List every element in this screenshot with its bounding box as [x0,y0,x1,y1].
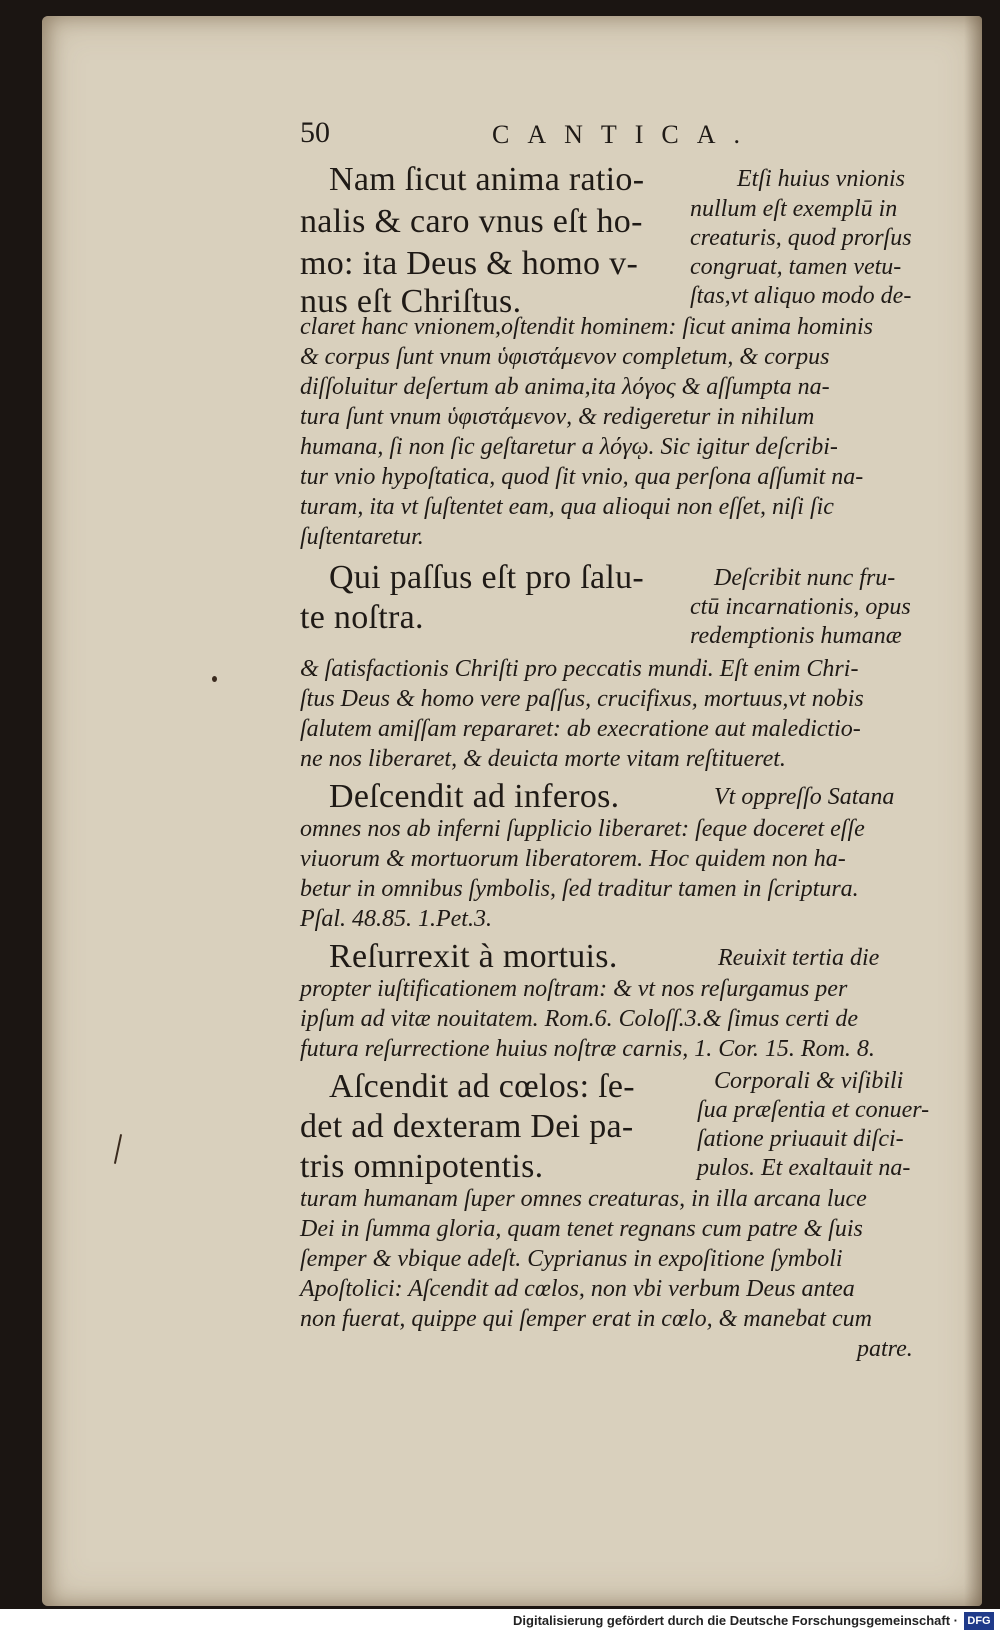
text-line: Deſcribit nunc fru- [714,565,896,591]
text-line: pulos. Et exaltauit na- [697,1155,911,1181]
text-line: mo: ita Deus & homo v- [300,245,639,282]
text-line: Dei in ſumma gloria, quam tenet regnans cum patre & ſuis [300,1216,863,1242]
text-line: Reuixit tertia die [718,945,880,971]
dfg-logo: DFG [964,1612,994,1630]
text-line: creaturis, quod prorſus [690,225,912,251]
text-line: tris omnipotentis. [300,1148,544,1185]
text-line: patre. [857,1336,913,1362]
text-line: ſuſtentaretur. [300,524,424,550]
text-line: propter iuſtificationem noſtram: & vt nos reſurgamus per [300,976,848,1002]
text-line: & ſatisfactionis Chriſti pro peccatis mundi. Eſt enim Chri- [300,656,859,682]
text-line: Pſal. 48.85. 1.Pet.3. [300,906,492,932]
text-line: Vt oppreſſo Satana [714,784,895,810]
text-line: turam, ita vt ſuſtentet eam, qua alioqui non eſſet, niſi ſic [300,494,834,520]
text-line: omnes nos ab inferni ſupplicio liberaret: ſeque doceret eſſe [300,816,865,842]
text-line: turam humanam ſuper omnes creaturas, in illa arcana luce [300,1186,867,1212]
text-line: Apoſtolici: Aſcendit ad cœlos, non vbi verbum Deus antea [300,1276,855,1302]
footer-bar [0,1609,1000,1635]
text-line: claret hanc vnionem,oſtendit hominem: ſicut anima hominis [300,314,874,340]
text-line: ne nos liberaret, & deuicta morte vitam reſtitueret. [300,746,786,772]
text-line: Etſi huius vnionis [737,166,905,192]
text-line: ipſum ad vitæ nouitatem. Rom.6. Coloſſ.3.& ſimus certi de [300,1006,858,1032]
text-line: Aſcendit ad cœlos: ſe- [329,1068,635,1105]
text-line: Qui paſſus eſt pro ſalu- [329,559,645,596]
text-line: futura reſurrectione huius noſtræ carnis, 1. Cor. 15. Rom. 8. [300,1036,875,1062]
text-line: ſatione priuauit diſci- [697,1126,904,1152]
text-line: ſtas,vt aliquo modo de- [690,283,912,309]
text-line: ſtus Deus & homo vere paſſus, crucifixus, mortuus,vt nobis [300,686,864,712]
running-title: CANTICA. [492,120,759,149]
digitization-credit: Digitalisierung gefördert durch die Deutsche Forschungsgemeinschaft · [513,1613,958,1628]
text-line: ctū incarnationis, opus [690,594,911,620]
text-line: det ad dexteram Dei pa- [300,1108,634,1145]
text-line: nus eſt Chriſtus. [300,283,522,320]
text-line: nalis & caro vnus eſt ho- [300,203,643,240]
text-line: Deſcendit ad inferos. [329,778,620,815]
page-edge-shadow [964,16,982,1606]
ink-spot [212,676,217,682]
text-line: diſſoluitur deſertum ab anima,ita λόγος & aſſumpta na- [300,374,830,400]
ink-stroke [114,1134,122,1164]
text-line: tur vnio hypoſtatica, quod ſit vnio, qua perſona aſſumit na- [300,464,864,490]
text-line: Reſurrexit à mortuis. [329,938,618,975]
text-line: betur in omnibus ſymbolis, ſed traditur tamen in ſcriptura. [300,876,859,902]
text-line: Nam ſicut anima ratio- [329,161,645,198]
text-line: nullum eſt exemplū in [690,196,898,222]
text-line: ſalutem amiſſam repararet: ab execratione aut maledictio- [300,716,861,742]
text-line: Corporali & viſibili [714,1068,904,1094]
page-number: 50 [300,116,330,149]
text-line: te noſtra. [300,599,424,636]
book-page [42,16,982,1606]
text-line: & corpus ſunt vnum ὑφιστάμενον completum, & corpus [300,344,830,370]
text-line: congruat, tamen vetu- [690,254,902,280]
text-line: redemptionis humanæ [690,623,902,649]
text-line: non fuerat, quippe qui ſemper erat in cœlo, & manebat cum [300,1306,872,1332]
text-line: tura ſunt vnum ὑφιστάμενον, & redigeretur in nihilum [300,404,815,430]
text-line: ſua præſentia et conuer- [697,1097,930,1123]
text-line: humana, ſi non ſic geſtaretur a λόγῳ. Sic igitur deſcribi- [300,434,838,460]
text-line: viuorum & mortuorum liberatorem. Hoc quidem non ha- [300,846,846,872]
text-line: ſemper & vbique adeſt. Cyprianus in expoſitione ſymboli [300,1246,843,1272]
